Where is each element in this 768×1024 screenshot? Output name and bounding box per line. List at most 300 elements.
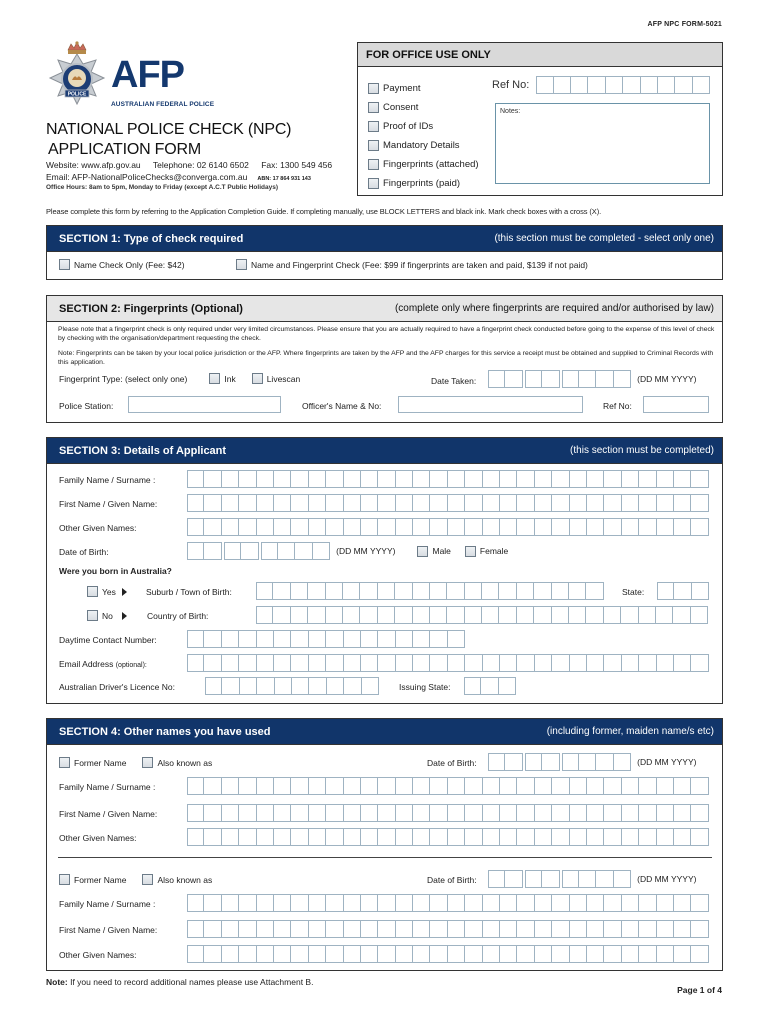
born-no-option[interactable]: No	[87, 610, 135, 621]
char-cell[interactable]	[571, 76, 588, 94]
char-cell[interactable]	[691, 804, 708, 822]
entry1-other-cells[interactable]	[187, 828, 709, 846]
police-station-input[interactable]	[128, 396, 281, 413]
char-cell[interactable]	[187, 542, 204, 560]
char-cell[interactable]	[239, 894, 256, 912]
char-cell[interactable]	[517, 518, 534, 536]
char-cell[interactable]	[448, 828, 465, 846]
first-name-cells[interactable]	[187, 494, 709, 512]
char-cell[interactable]	[430, 470, 447, 488]
char-cell[interactable]	[205, 677, 222, 695]
char-cell[interactable]	[691, 945, 708, 963]
char-cell[interactable]	[535, 777, 552, 795]
char-cell[interactable]	[554, 76, 571, 94]
char-cell[interactable]	[378, 920, 395, 938]
char-cell[interactable]	[448, 630, 465, 648]
char-cell[interactable]	[222, 518, 239, 536]
char-cell[interactable]	[604, 470, 621, 488]
char-cell[interactable]	[465, 518, 482, 536]
char-cell[interactable]	[430, 894, 447, 912]
option-name-fingerprint-check[interactable]: Name and Fingerprint Check (Fee: $99 if fingerprints are taken and paid, $139 if not paid)	[236, 259, 588, 270]
char-cell[interactable]	[326, 654, 343, 672]
char-cell[interactable]	[222, 920, 239, 938]
char-cell[interactable]	[204, 945, 221, 963]
char-cell[interactable]	[361, 828, 378, 846]
char-cell[interactable]	[483, 945, 500, 963]
char-cell[interactable]	[552, 920, 569, 938]
char-cell[interactable]	[674, 654, 691, 672]
char-cell[interactable]	[552, 945, 569, 963]
char-cell[interactable]	[674, 494, 691, 512]
char-cell[interactable]	[535, 828, 552, 846]
char-cell[interactable]	[291, 582, 308, 600]
checkbox-yes[interactable]	[87, 586, 98, 597]
checkbox[interactable]	[236, 259, 247, 270]
char-cell[interactable]	[465, 777, 482, 795]
char-cell[interactable]	[570, 804, 587, 822]
office-check-fp-paid[interactable]: Fingerprints (paid)	[368, 174, 479, 193]
char-cell[interactable]	[447, 606, 464, 624]
char-cell[interactable]	[657, 654, 674, 672]
char-cell[interactable]	[239, 804, 256, 822]
char-cell[interactable]	[239, 920, 256, 938]
char-cell[interactable]	[465, 582, 482, 600]
char-cell[interactable]	[309, 945, 326, 963]
char-cell[interactable]	[378, 804, 395, 822]
born-yes-option[interactable]: Yes	[87, 586, 135, 597]
issuing-state-cells[interactable]	[464, 677, 516, 695]
office-check-consent[interactable]: Consent	[368, 98, 479, 117]
char-cell[interactable]	[204, 894, 221, 912]
char-cell[interactable]	[588, 76, 605, 94]
char-cell[interactable]	[465, 920, 482, 938]
char-cell[interactable]	[535, 518, 552, 536]
char-cell[interactable]	[673, 606, 690, 624]
char-cell[interactable]	[273, 606, 290, 624]
char-cell[interactable]	[614, 870, 631, 888]
char-cell[interactable]	[448, 804, 465, 822]
char-cell[interactable]	[505, 753, 522, 771]
phone-cells[interactable]	[187, 630, 465, 648]
date-taken-field[interactable]: (DD MM YYYY)	[488, 370, 696, 388]
char-cell[interactable]	[241, 542, 258, 560]
char-cell[interactable]	[309, 777, 326, 795]
char-cell[interactable]	[692, 582, 709, 600]
char-cell[interactable]	[257, 630, 274, 648]
state-cells[interactable]	[657, 582, 709, 600]
char-cell[interactable]	[604, 894, 621, 912]
family-name-cells[interactable]	[187, 470, 709, 488]
char-cell[interactable]	[257, 494, 274, 512]
office-check-proof-ids[interactable]: Proof of IDs	[368, 117, 479, 136]
char-cell[interactable]	[239, 494, 256, 512]
char-cell[interactable]	[273, 582, 290, 600]
char-cell[interactable]	[361, 654, 378, 672]
char-cell[interactable]	[465, 494, 482, 512]
char-cell[interactable]	[187, 828, 204, 846]
char-cell[interactable]	[604, 606, 621, 624]
char-cell[interactable]	[552, 894, 569, 912]
char-cell[interactable]	[596, 370, 613, 388]
char-cell[interactable]	[344, 894, 361, 912]
char-cell[interactable]	[187, 518, 204, 536]
char-cell[interactable]	[413, 518, 430, 536]
checkbox[interactable]	[368, 178, 379, 189]
char-cell[interactable]	[309, 518, 326, 536]
office-check-mandatory[interactable]: Mandatory Details	[368, 136, 479, 155]
checkbox[interactable]	[368, 121, 379, 132]
char-cell[interactable]	[691, 606, 708, 624]
char-cell[interactable]	[691, 894, 708, 912]
char-cell[interactable]	[274, 630, 291, 648]
char-cell[interactable]	[222, 470, 239, 488]
char-cell[interactable]	[500, 828, 517, 846]
char-cell[interactable]	[396, 945, 413, 963]
char-cell[interactable]	[327, 677, 344, 695]
char-cell[interactable]	[622, 777, 639, 795]
char-cell[interactable]	[326, 828, 343, 846]
char-cell[interactable]	[292, 677, 309, 695]
char-cell[interactable]	[500, 804, 517, 822]
char-cell[interactable]	[326, 470, 343, 488]
char-cell[interactable]	[604, 828, 621, 846]
char-cell[interactable]	[675, 76, 692, 94]
char-cell[interactable]	[395, 582, 412, 600]
char-cell[interactable]	[378, 606, 395, 624]
char-cell[interactable]	[483, 920, 500, 938]
char-cell[interactable]	[448, 470, 465, 488]
char-cell[interactable]	[570, 828, 587, 846]
char-cell[interactable]	[344, 518, 361, 536]
char-cell[interactable]	[413, 894, 430, 912]
char-cell[interactable]	[691, 470, 708, 488]
entry1-family-cells[interactable]	[187, 777, 709, 795]
char-cell[interactable]	[413, 777, 430, 795]
char-cell[interactable]	[562, 753, 579, 771]
char-cell[interactable]	[500, 920, 517, 938]
char-cell[interactable]	[274, 894, 291, 912]
char-cell[interactable]	[396, 518, 413, 536]
char-cell[interactable]	[517, 894, 534, 912]
char-cell[interactable]	[606, 76, 623, 94]
char-cell[interactable]	[291, 894, 308, 912]
char-cell[interactable]	[274, 470, 291, 488]
char-cell[interactable]	[639, 470, 656, 488]
char-cell[interactable]	[604, 518, 621, 536]
char-cell[interactable]	[639, 606, 656, 624]
char-cell[interactable]	[430, 828, 447, 846]
char-cell[interactable]	[257, 804, 274, 822]
char-cell[interactable]	[360, 582, 377, 600]
char-cell[interactable]	[570, 470, 587, 488]
char-cell[interactable]	[542, 870, 559, 888]
char-cell[interactable]	[674, 777, 691, 795]
char-cell[interactable]	[291, 777, 308, 795]
checkbox-livescan[interactable]	[252, 373, 263, 384]
char-cell[interactable]	[587, 494, 604, 512]
country-cells[interactable]	[256, 606, 708, 624]
char-cell[interactable]	[570, 894, 587, 912]
char-cell[interactable]	[691, 494, 708, 512]
char-cell[interactable]	[222, 828, 239, 846]
char-cell[interactable]	[378, 630, 395, 648]
char-cell[interactable]	[430, 777, 447, 795]
char-cell[interactable]	[361, 894, 378, 912]
char-cell[interactable]	[378, 777, 395, 795]
entry2-dob-field[interactable]: (DD MM YYYY)	[488, 870, 696, 888]
char-cell[interactable]	[639, 777, 656, 795]
char-cell[interactable]	[641, 76, 658, 94]
char-cell[interactable]	[222, 677, 239, 695]
char-cell[interactable]	[378, 828, 395, 846]
char-cell[interactable]	[326, 494, 343, 512]
char-cell[interactable]	[517, 606, 534, 624]
char-cell[interactable]	[257, 518, 274, 536]
char-cell[interactable]	[517, 777, 534, 795]
char-cell[interactable]	[413, 920, 430, 938]
char-cell[interactable]	[657, 804, 674, 822]
char-cell[interactable]	[586, 582, 603, 600]
char-cell[interactable]	[465, 654, 482, 672]
char-cell[interactable]	[570, 654, 587, 672]
char-cell[interactable]	[447, 582, 464, 600]
char-cell[interactable]	[204, 518, 221, 536]
char-cell[interactable]	[222, 630, 239, 648]
char-cell[interactable]	[344, 804, 361, 822]
char-cell[interactable]	[430, 920, 447, 938]
char-cell[interactable]	[204, 828, 221, 846]
char-cell[interactable]	[344, 630, 361, 648]
char-cell[interactable]	[535, 920, 552, 938]
checkbox[interactable]	[59, 259, 70, 270]
char-cell[interactable]	[500, 894, 517, 912]
char-cell[interactable]	[587, 470, 604, 488]
officer-name-input[interactable]	[398, 396, 583, 413]
char-cell[interactable]	[500, 470, 517, 488]
char-cell[interactable]	[430, 945, 447, 963]
char-cell[interactable]	[483, 804, 500, 822]
checkbox-former-name[interactable]	[59, 874, 70, 885]
char-cell[interactable]	[535, 470, 552, 488]
char-cell[interactable]	[614, 753, 631, 771]
char-cell[interactable]	[326, 894, 343, 912]
char-cell[interactable]	[413, 630, 430, 648]
char-cell[interactable]	[378, 894, 395, 912]
char-cell[interactable]	[291, 920, 308, 938]
char-cell[interactable]	[413, 470, 430, 488]
char-cell[interactable]	[413, 828, 430, 846]
char-cell[interactable]	[309, 894, 326, 912]
char-cell[interactable]	[517, 804, 534, 822]
char-cell[interactable]	[378, 518, 395, 536]
char-cell[interactable]	[464, 677, 481, 695]
char-cell[interactable]	[614, 370, 631, 388]
char-cell[interactable]	[639, 804, 656, 822]
char-cell[interactable]	[204, 494, 221, 512]
char-cell[interactable]	[257, 828, 274, 846]
checkbox[interactable]	[368, 102, 379, 113]
char-cell[interactable]	[483, 470, 500, 488]
char-cell[interactable]	[344, 654, 361, 672]
char-cell[interactable]	[658, 76, 675, 94]
char-cell[interactable]	[430, 606, 447, 624]
entry2-first-cells[interactable]	[187, 920, 709, 938]
char-cell[interactable]	[326, 945, 343, 963]
other-names-cells[interactable]	[187, 518, 709, 536]
checkbox[interactable]	[368, 159, 379, 170]
char-cell[interactable]	[291, 630, 308, 648]
char-cell[interactable]	[517, 945, 534, 963]
char-cell[interactable]	[257, 677, 274, 695]
char-cell[interactable]	[621, 606, 638, 624]
char-cell[interactable]	[570, 518, 587, 536]
checkbox-ink[interactable]	[209, 373, 220, 384]
char-cell[interactable]	[274, 945, 291, 963]
char-cell[interactable]	[639, 920, 656, 938]
checkbox[interactable]	[368, 140, 379, 151]
char-cell[interactable]	[657, 470, 674, 488]
char-cell[interactable]	[622, 518, 639, 536]
char-cell[interactable]	[534, 606, 551, 624]
char-cell[interactable]	[448, 777, 465, 795]
char-cell[interactable]	[517, 654, 534, 672]
char-cell[interactable]	[465, 945, 482, 963]
char-cell[interactable]	[535, 494, 552, 512]
char-cell[interactable]	[657, 828, 674, 846]
char-cell[interactable]	[657, 894, 674, 912]
char-cell[interactable]	[361, 470, 378, 488]
char-cell[interactable]	[361, 630, 378, 648]
char-cell[interactable]	[552, 606, 569, 624]
char-cell[interactable]	[622, 470, 639, 488]
char-cell[interactable]	[413, 494, 430, 512]
char-cell[interactable]	[187, 470, 204, 488]
char-cell[interactable]	[622, 894, 639, 912]
char-cell[interactable]	[500, 518, 517, 536]
char-cell[interactable]	[326, 518, 343, 536]
char-cell[interactable]	[224, 542, 241, 560]
char-cell[interactable]	[326, 630, 343, 648]
char-cell[interactable]	[488, 870, 505, 888]
char-cell[interactable]	[674, 920, 691, 938]
char-cell[interactable]	[274, 828, 291, 846]
char-cell[interactable]	[552, 654, 569, 672]
char-cell[interactable]	[222, 494, 239, 512]
char-cell[interactable]	[587, 777, 604, 795]
char-cell[interactable]	[239, 470, 256, 488]
char-cell[interactable]	[222, 945, 239, 963]
char-cell[interactable]	[517, 582, 534, 600]
char-cell[interactable]	[552, 494, 569, 512]
char-cell[interactable]	[344, 828, 361, 846]
char-cell[interactable]	[500, 945, 517, 963]
char-cell[interactable]	[361, 920, 378, 938]
char-cell[interactable]	[187, 945, 204, 963]
char-cell[interactable]	[604, 804, 621, 822]
char-cell[interactable]	[309, 677, 326, 695]
email-cells[interactable]	[187, 654, 709, 672]
char-cell[interactable]	[570, 494, 587, 512]
char-cell[interactable]	[204, 777, 221, 795]
char-cell[interactable]	[240, 677, 257, 695]
char-cell[interactable]	[656, 606, 673, 624]
char-cell[interactable]	[343, 582, 360, 600]
char-cell[interactable]	[499, 677, 516, 695]
char-cell[interactable]	[187, 920, 204, 938]
char-cell[interactable]	[291, 606, 308, 624]
char-cell[interactable]	[187, 654, 204, 672]
char-cell[interactable]	[535, 894, 552, 912]
char-cell[interactable]	[535, 654, 552, 672]
licence-cells[interactable]	[205, 677, 379, 695]
char-cell[interactable]	[396, 894, 413, 912]
char-cell[interactable]	[481, 677, 498, 695]
char-cell[interactable]	[622, 494, 639, 512]
checkbox-male[interactable]	[417, 546, 428, 557]
char-cell[interactable]	[639, 494, 656, 512]
char-cell[interactable]	[562, 870, 579, 888]
char-cell[interactable]	[674, 804, 691, 822]
char-cell[interactable]	[291, 494, 308, 512]
char-cell[interactable]	[344, 945, 361, 963]
char-cell[interactable]	[309, 494, 326, 512]
char-cell[interactable]	[517, 470, 534, 488]
char-cell[interactable]	[517, 828, 534, 846]
char-cell[interactable]	[483, 894, 500, 912]
char-cell[interactable]	[465, 828, 482, 846]
char-cell[interactable]	[413, 945, 430, 963]
char-cell[interactable]	[657, 945, 674, 963]
char-cell[interactable]	[413, 582, 430, 600]
char-cell[interactable]	[639, 945, 656, 963]
char-cell[interactable]	[362, 677, 379, 695]
char-cell[interactable]	[535, 804, 552, 822]
char-cell[interactable]	[204, 654, 221, 672]
char-cell[interactable]	[569, 582, 586, 600]
char-cell[interactable]	[204, 920, 221, 938]
char-cell[interactable]	[657, 494, 674, 512]
char-cell[interactable]	[604, 920, 621, 938]
char-cell[interactable]	[275, 677, 292, 695]
char-cell[interactable]	[483, 494, 500, 512]
char-cell[interactable]	[691, 828, 708, 846]
char-cell[interactable]	[256, 606, 273, 624]
char-cell[interactable]	[326, 777, 343, 795]
char-cell[interactable]	[308, 582, 325, 600]
char-cell[interactable]	[552, 828, 569, 846]
char-cell[interactable]	[570, 777, 587, 795]
char-cell[interactable]	[257, 654, 274, 672]
char-cell[interactable]	[500, 777, 517, 795]
char-cell[interactable]	[570, 920, 587, 938]
char-cell[interactable]	[691, 518, 708, 536]
checkbox-former-name[interactable]	[59, 757, 70, 768]
char-cell[interactable]	[482, 606, 499, 624]
char-cell[interactable]	[552, 582, 569, 600]
char-cell[interactable]	[622, 828, 639, 846]
char-cell[interactable]	[222, 804, 239, 822]
char-cell[interactable]	[465, 894, 482, 912]
char-cell[interactable]	[187, 630, 204, 648]
char-cell[interactable]	[483, 777, 500, 795]
char-cell[interactable]	[274, 518, 291, 536]
office-check-payment[interactable]: Payment	[368, 79, 479, 98]
char-cell[interactable]	[204, 470, 221, 488]
char-cell[interactable]	[465, 804, 482, 822]
char-cell[interactable]	[204, 804, 221, 822]
checkbox-also-known-as[interactable]	[142, 874, 153, 885]
char-cell[interactable]	[500, 654, 517, 672]
